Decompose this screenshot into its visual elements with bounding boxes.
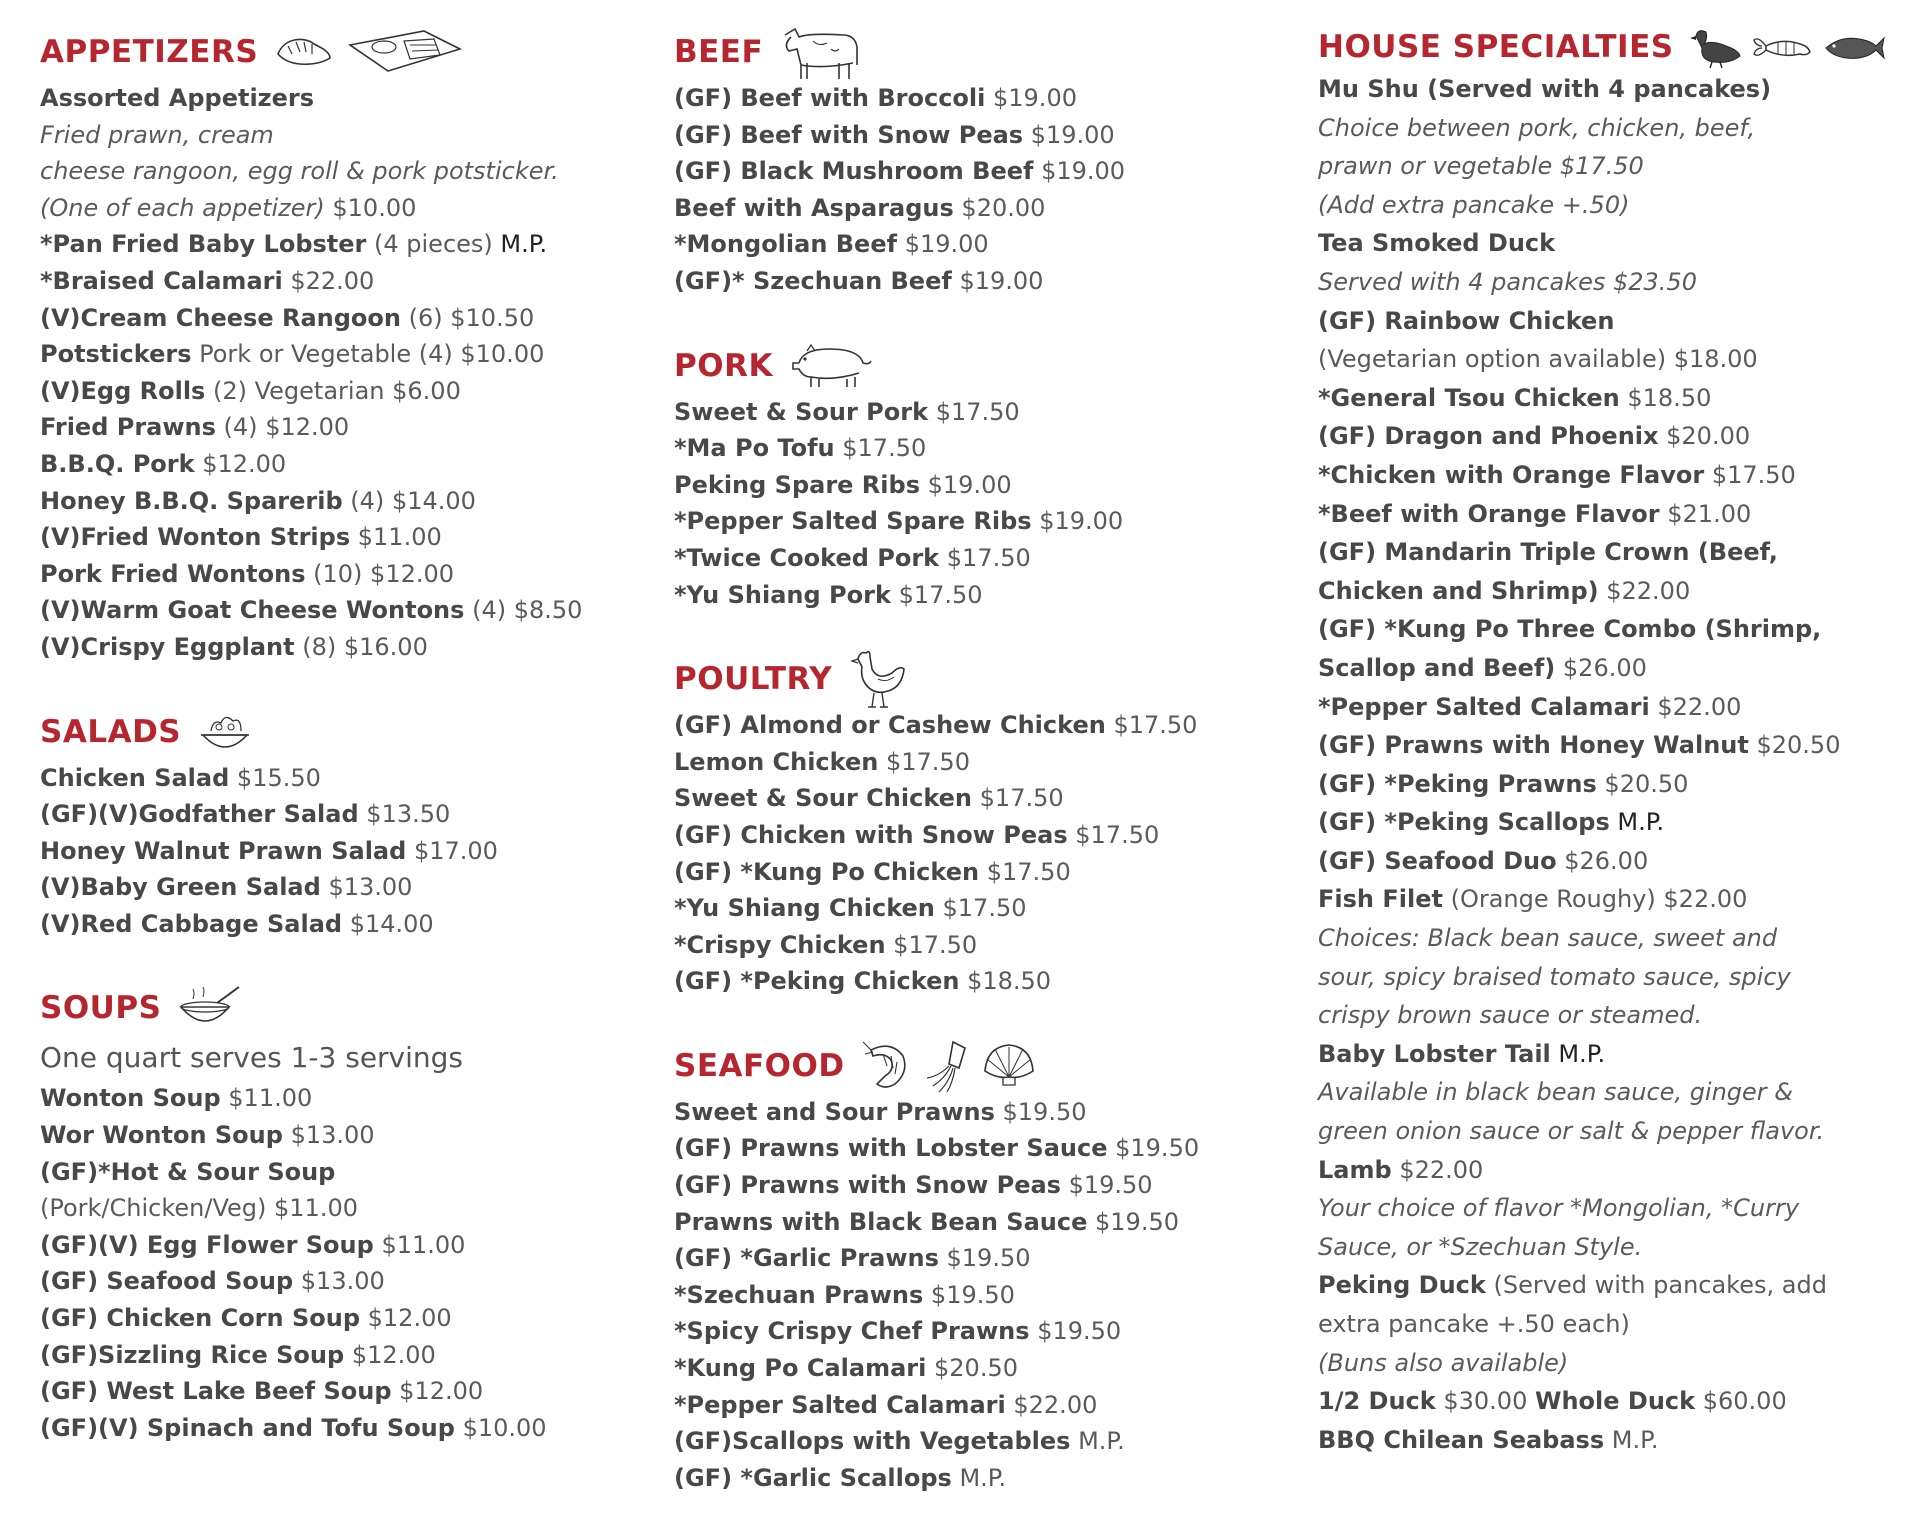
item-price: $12.00: [370, 559, 455, 588]
item-name: (V)Cream Cheese Rangoon: [40, 303, 401, 332]
item-detail: extra pancake +.50 each): [1318, 1310, 1630, 1338]
section-beef: [674, 24, 1274, 300]
item-name: (GF) Almond or Cashew Chicken: [674, 711, 1106, 740]
menu-item: [674, 540, 1274, 577]
item-price: $12.00: [367, 1304, 452, 1333]
item-price: $20.50: [1604, 769, 1689, 798]
item-name: (GF) Black Mushroom Beef: [674, 157, 1034, 186]
item-description: Available in black bean sauce, ginger &: [1318, 1078, 1794, 1107]
menu-item: [674, 503, 1274, 540]
menu-item: [674, 1240, 1274, 1277]
item-price: $10.50: [450, 303, 535, 332]
soup-bowl-icon: [177, 983, 243, 1033]
item-name: *General Tsou Chicken: [1318, 383, 1620, 412]
item-name: (GF) Chicken with Snow Peas: [674, 820, 1068, 849]
item-name: 1/2 Duck: [1318, 1387, 1436, 1416]
menu-item: [40, 1410, 640, 1447]
menu-item: [40, 760, 640, 797]
item-name: (GF) *Garlic Scallops: [674, 1463, 952, 1492]
item-price: $12.00: [399, 1377, 484, 1406]
menu-item: [40, 1117, 640, 1154]
item-description: Choices: Black bean sauce, sweet and: [1318, 924, 1778, 953]
item-name: *Pepper Salted Calamari: [1318, 692, 1650, 721]
menu-item: [674, 430, 1274, 467]
item-name: Sweet & Sour Pork: [674, 397, 929, 426]
item-price: $21.00: [1667, 499, 1752, 528]
item-price: $19.50: [1068, 1171, 1153, 1200]
section-title: APPETIZERS: [40, 34, 259, 70]
item-name: *Spicy Crispy Chef Prawns: [674, 1317, 1030, 1346]
item-name: *Pan Fried Baby Lobster: [40, 230, 367, 259]
item-name: Chicken Salad: [40, 763, 230, 792]
item-name: (GF) Beef with Snow Peas: [674, 120, 1024, 149]
item-price: $11.00: [228, 1084, 313, 1113]
menu-item: [40, 1300, 640, 1337]
item-name: (GF) Chicken Corn Soup: [40, 1304, 360, 1333]
menu-item: [674, 1277, 1274, 1314]
item-detail: (Served with pancakes, add: [1493, 1271, 1827, 1300]
item-description: (One of each appetizer): [40, 193, 325, 222]
item-name: Beef with Asparagus: [674, 193, 954, 222]
menu-item: [40, 629, 640, 666]
menu-item: [674, 394, 1274, 431]
item-name: *Braised Calamari: [40, 266, 283, 295]
item-price: $17.50: [1113, 711, 1198, 740]
item-name: (GF) Seafood Duo: [1318, 846, 1557, 875]
menu-item: [40, 226, 640, 263]
item-name: (GF) Seafood Soup: [40, 1267, 294, 1296]
item-price: $17.50: [893, 930, 978, 959]
menu-item: [40, 1373, 640, 1410]
item-price: $6.00: [392, 376, 461, 405]
item-name: (GF) *Kung Po Three Combo (Shrimp,: [1318, 615, 1822, 644]
item-description: Sauce, or *Szechuan Style.: [1318, 1232, 1643, 1261]
item-price: $16.00: [343, 632, 428, 661]
item-price: $18.50: [1627, 383, 1712, 412]
item-price: $26.00: [1562, 653, 1647, 682]
menu-item: [40, 1080, 640, 1117]
section-pork: [674, 338, 1274, 614]
item-name: (V)Red Cabbage Salad: [40, 909, 343, 938]
item-name: (V)Crispy Eggplant: [40, 632, 295, 661]
item-name: Fried Prawns: [40, 413, 216, 442]
item-price: $15.50: [236, 763, 321, 792]
item-price: $11.00: [274, 1194, 358, 1223]
menu-item: [40, 373, 640, 410]
item-name: Tea Smoked Duck: [1318, 229, 1556, 258]
menu-item: [40, 906, 640, 943]
section-soups: [40, 980, 640, 1446]
item-detail: (Pork/Chicken/Veg): [40, 1194, 267, 1223]
item-price: $22.00: [1013, 1390, 1098, 1419]
item-price: M.P.: [1617, 808, 1665, 837]
menu-item: [40, 592, 640, 629]
item-name: (GF) Prawns with Lobster Sauce: [674, 1134, 1108, 1163]
item-name: *Crispy Chicken: [674, 930, 886, 959]
item-detail: (4): [472, 596, 507, 625]
item-price: $17.50: [898, 580, 983, 609]
item-name: Prawns with Black Bean Sauce: [674, 1207, 1088, 1236]
menu-item: [674, 854, 1274, 891]
item-description: Your choice of flavor *Mongolian, *Curry: [1318, 1194, 1800, 1223]
item-price: $17.50: [979, 784, 1064, 813]
item-description: (Add extra pancake +.50): [1318, 190, 1630, 219]
item-description: cheese rangoon, egg roll & pork potsticker.: [40, 157, 559, 186]
item-price: $8.50: [513, 596, 583, 625]
menu-item: [674, 577, 1274, 614]
item-price: $19.50: [1037, 1317, 1122, 1346]
menu-item: [674, 1313, 1274, 1350]
section-poultry: [674, 651, 1274, 1000]
item-name: Honey B.B.Q. Sparerib: [40, 486, 343, 515]
item-price: M.P.: [1611, 1425, 1659, 1454]
item-name: (GF) Beef with Broccoli: [674, 84, 986, 112]
menu-item: [40, 1263, 640, 1300]
item-detail: (Vegetarian option available) $18.00: [1318, 345, 1758, 374]
item-description: Choice between pork, chicken, beef,: [1318, 113, 1756, 142]
item-price: $17.00: [413, 836, 498, 865]
section-title: HOUSE SPECIALTIES: [1318, 29, 1674, 65]
item-detail: Pork or Vegetable (4): [199, 340, 453, 369]
item-description: Served with 4 pancakes $23.50: [1318, 267, 1697, 296]
item-price: $19.00: [927, 470, 1012, 499]
item-price: M.P.: [1558, 1039, 1606, 1068]
menu-item: [40, 263, 640, 300]
item-name: (GF)Sizzling Rice Soup: [40, 1340, 345, 1369]
item-price: $19.00: [1039, 507, 1124, 536]
item-name: Wonton Soup: [40, 1084, 221, 1113]
item-price: $14.00: [391, 486, 476, 515]
menu-item: [674, 963, 1274, 1000]
item-name: *Yu Shiang Chicken: [674, 894, 935, 923]
item-name: (V)Warm Goat Cheese Wontons: [40, 596, 465, 625]
menu-item: [674, 1387, 1274, 1424]
item-price: $17.50: [935, 397, 1020, 426]
item-price: $17.50: [946, 543, 1031, 572]
dumpling-icon: [274, 32, 334, 72]
item-name: Scallop and Beef): [1318, 653, 1556, 682]
item-price: $22.00: [1399, 1155, 1484, 1184]
item-name: Mu Shu (Served with 4 pancakes): [1318, 75, 1772, 103]
menu-item: [40, 556, 640, 593]
menu-item: [674, 190, 1274, 227]
item-name: Fish Filet: [1318, 885, 1443, 914]
menu-item: [40, 446, 640, 483]
item-price: $18.50: [967, 967, 1052, 996]
menu-item: [674, 780, 1274, 817]
menu-item: [40, 796, 640, 833]
lobster-icon: [1752, 30, 1812, 64]
item-price: $17.50: [842, 434, 927, 463]
item-name: (V)Fried Wonton Strips: [40, 523, 351, 552]
item-price: $19.50: [1115, 1134, 1200, 1163]
menu-item: [674, 1167, 1274, 1204]
menu-item: [674, 890, 1274, 927]
item-name: (GF)* Szechuan Beef: [674, 266, 952, 295]
item-name: Honey Walnut Prawn Salad: [40, 836, 407, 865]
item-price: $22.00: [1657, 692, 1742, 721]
item-price: $12.00: [351, 1340, 436, 1369]
item-name: Sweet and Sour Prawns: [674, 1097, 995, 1126]
item-price: $12.00: [265, 413, 350, 442]
item-name: *Ma Po Tofu: [674, 434, 835, 463]
item-name: *Mongolian Beef: [674, 230, 898, 259]
item-name: *Szechuan Prawns: [674, 1280, 924, 1309]
item-description: (Buns also available): [1318, 1348, 1569, 1377]
item-detail: (4): [350, 486, 385, 515]
item-name: *Pepper Salted Spare Ribs: [674, 507, 1032, 536]
section-title: SOUPS: [40, 990, 162, 1027]
section-appetizers: [40, 24, 640, 666]
item-detail: (4 pieces): [374, 230, 493, 259]
item-detail: (10): [313, 559, 363, 588]
menu-item: [674, 1130, 1274, 1167]
item-detail: (Orange Roughy): [1450, 885, 1656, 914]
menu-item: [674, 817, 1274, 854]
item-price: $20.50: [934, 1354, 1018, 1383]
section-title: SALADS: [40, 713, 182, 750]
item-name: *Beef with Orange Flavor: [1318, 499, 1660, 528]
item-price: $22.00: [1663, 885, 1748, 914]
item-price: $17.50: [885, 747, 970, 776]
menu-item: [40, 336, 640, 373]
item-price: $26.00: [1564, 846, 1649, 875]
item-price: $12.00: [202, 449, 287, 478]
item-price: $19.50: [1095, 1207, 1179, 1236]
item-price: M.P.: [1078, 1427, 1125, 1456]
menu-item: [40, 1154, 640, 1191]
item-name: Peking Duck: [1318, 1271, 1486, 1300]
menu-item: [674, 744, 1274, 781]
item-price: $10.00: [460, 340, 545, 369]
item-name: (V)Baby Green Salad: [40, 873, 321, 902]
item-name: Lamb: [1318, 1155, 1392, 1184]
menu-item: [674, 1423, 1274, 1460]
item-name: *Chicken with Orange Flavor: [1318, 460, 1705, 489]
menu-item: [40, 869, 640, 906]
item-name: Assorted Appetizers: [40, 84, 315, 112]
item-price: $13.00: [290, 1121, 375, 1150]
appetizer-platter-icon: [344, 27, 464, 77]
item-detail: (8): [302, 632, 337, 661]
menu-item: [40, 300, 640, 337]
item-name: *Twice Cooked Pork: [674, 543, 940, 572]
item-name: Whole Duck: [1534, 1387, 1696, 1416]
item-name: Sweet & Sour Chicken: [674, 784, 973, 813]
fish-icon: [1822, 32, 1886, 62]
item-name: (GF) *Kung Po Chicken: [674, 857, 980, 886]
menu-item: [40, 519, 640, 556]
menu-item: [40, 409, 640, 446]
item-description: Fried prawn, cream: [40, 120, 274, 149]
pig-icon: [789, 341, 875, 391]
item-name: (GF)(V) Spinach and Tofu Soup: [40, 1413, 455, 1442]
item-name: Chicken and Shrimp): [1318, 576, 1599, 605]
item-name: Peking Spare Ribs: [674, 470, 920, 499]
item-price: $17.50: [1711, 460, 1796, 489]
section-title: POULTRY: [674, 661, 833, 698]
item-name: *Yu Shiang Pork: [674, 580, 891, 609]
item-price: $19.50: [930, 1280, 1015, 1309]
item-price: $19.00: [904, 230, 989, 259]
item-price: $20.50: [1756, 731, 1841, 760]
item-description: prawn or vegetable $17.50: [1318, 152, 1644, 181]
scallop-shell-icon: [981, 1041, 1037, 1091]
section-title: PORK: [674, 347, 773, 384]
menu-column-1: [40, 24, 640, 1484]
menu-item: [40, 1337, 640, 1374]
item-name: *Kung Po Calamari: [674, 1354, 927, 1383]
menu-column-2: [674, 24, 1274, 1534]
menu-item: [40, 1190, 640, 1227]
item-price: $13.00: [300, 1267, 385, 1296]
item-name: (GF) *Peking Prawns: [1318, 769, 1597, 798]
item-name: Lemon Chicken: [674, 747, 879, 776]
section-salads: [40, 704, 640, 943]
menu-item: [674, 927, 1274, 964]
menu-column-3: [1318, 24, 1908, 1497]
item-price: $13.00: [328, 873, 413, 902]
item-name: (GF) Prawns with Honey Walnut: [1318, 731, 1749, 760]
cow-icon: [779, 23, 865, 81]
item-name: (GF) Mandarin Triple Crown (Beef,: [1318, 538, 1778, 567]
duck-icon: [1690, 26, 1742, 68]
chicken-icon: [848, 647, 908, 711]
item-name: (GF)(V) Egg Flower Soup: [40, 1230, 374, 1259]
menu-item: [674, 226, 1274, 263]
item-name: Baby Lobster Tail: [1318, 1039, 1551, 1068]
item-description: crispy brown sauce or steamed.: [1318, 1001, 1703, 1030]
item-price: $10.00: [332, 193, 417, 222]
item-name: (GF) *Peking Chicken: [674, 967, 960, 996]
item-price: $14.00: [349, 909, 434, 938]
item-name: *Pepper Salted Calamari: [674, 1390, 1006, 1419]
item-price: $20.00: [961, 193, 1046, 222]
item-name: (GF) *Peking Scallops: [1318, 808, 1610, 837]
item-name: B.B.Q. Pork: [40, 449, 195, 478]
item-name: (GF)*Hot & Sour Soup: [40, 1157, 336, 1186]
menu-item: [40, 483, 640, 520]
item-description: sour, spicy braised tomato sauce, spicy: [1318, 962, 1791, 991]
item-name: (GF)(V)Godfather Salad: [40, 800, 359, 829]
menu-item: [40, 833, 640, 870]
menu-item: [674, 707, 1274, 744]
item-price: $20.00: [1666, 422, 1751, 451]
item-price: M.P.: [500, 230, 548, 259]
item-name: (GF) *Garlic Prawns: [674, 1244, 939, 1273]
menu-item: [674, 153, 1274, 190]
shrimp-icon: [861, 1038, 911, 1094]
menu-item: [674, 117, 1274, 154]
menu-item: [674, 1094, 1274, 1131]
item-price: M.P.: [959, 1463, 1007, 1492]
item-name: (GF)Scallops with Vegetables: [674, 1427, 1071, 1456]
menu-item: [674, 263, 1274, 300]
item-name: BBQ Chilean Seabass: [1318, 1425, 1605, 1454]
menu-item: [674, 1350, 1274, 1387]
menu-item: [40, 1227, 640, 1264]
item-price: $60.00: [1702, 1387, 1787, 1416]
item-price: $19.00: [1041, 157, 1126, 186]
item-detail: (4): [223, 413, 258, 442]
item-price: $30.00: [1443, 1387, 1528, 1416]
salad-bowl-icon: [197, 707, 253, 757]
item-price: $19.50: [946, 1244, 1031, 1273]
item-name: Wor Wonton Soup: [40, 1121, 283, 1150]
menu-item: [674, 1460, 1274, 1497]
item-description: green onion sauce or salt & pepper flavor.: [1318, 1117, 1825, 1146]
item-detail: (6): [408, 303, 443, 332]
item-name: (GF) Dragon and Phoenix: [1318, 422, 1659, 451]
item-price: $19.00: [993, 84, 1077, 112]
item-price: $17.50: [942, 894, 1027, 923]
item-name: (V)Egg Rolls: [40, 376, 206, 405]
item-name: (GF) Prawns with Snow Peas: [674, 1171, 1061, 1200]
section-seafood: [674, 1038, 1274, 1497]
section-title: SEAFOOD: [674, 1047, 845, 1084]
section-subtitle: One quart serves 1-3 servings: [40, 1041, 464, 1075]
item-price: $22.00: [290, 266, 375, 295]
item-price: $22.00: [1606, 576, 1691, 605]
item-name: Potstickers: [40, 340, 192, 369]
item-name: Pork Fried Wontons: [40, 559, 306, 588]
item-price: $17.50: [1075, 820, 1160, 849]
item-price: $11.00: [357, 523, 442, 552]
menu-item: [674, 467, 1274, 504]
menu-item: [674, 80, 1274, 117]
squid-icon: [921, 1038, 971, 1094]
menu-item: [674, 1204, 1274, 1241]
section-house-specialties: [1318, 24, 1908, 1459]
item-price: $19.00: [1030, 120, 1115, 149]
item-price: $19.00: [959, 266, 1044, 295]
section-title: BEEF: [674, 34, 764, 70]
item-price: $19.50: [1002, 1097, 1087, 1126]
item-name: (GF) Rainbow Chicken: [1318, 306, 1615, 335]
item-name: (GF) West Lake Beef Soup: [40, 1377, 392, 1406]
item-price: $13.50: [366, 800, 451, 829]
item-detail: (2) Vegetarian: [212, 376, 385, 405]
item-price: $10.00: [462, 1413, 547, 1442]
item-price: $11.00: [381, 1230, 466, 1259]
item-price: $17.50: [986, 857, 1071, 886]
